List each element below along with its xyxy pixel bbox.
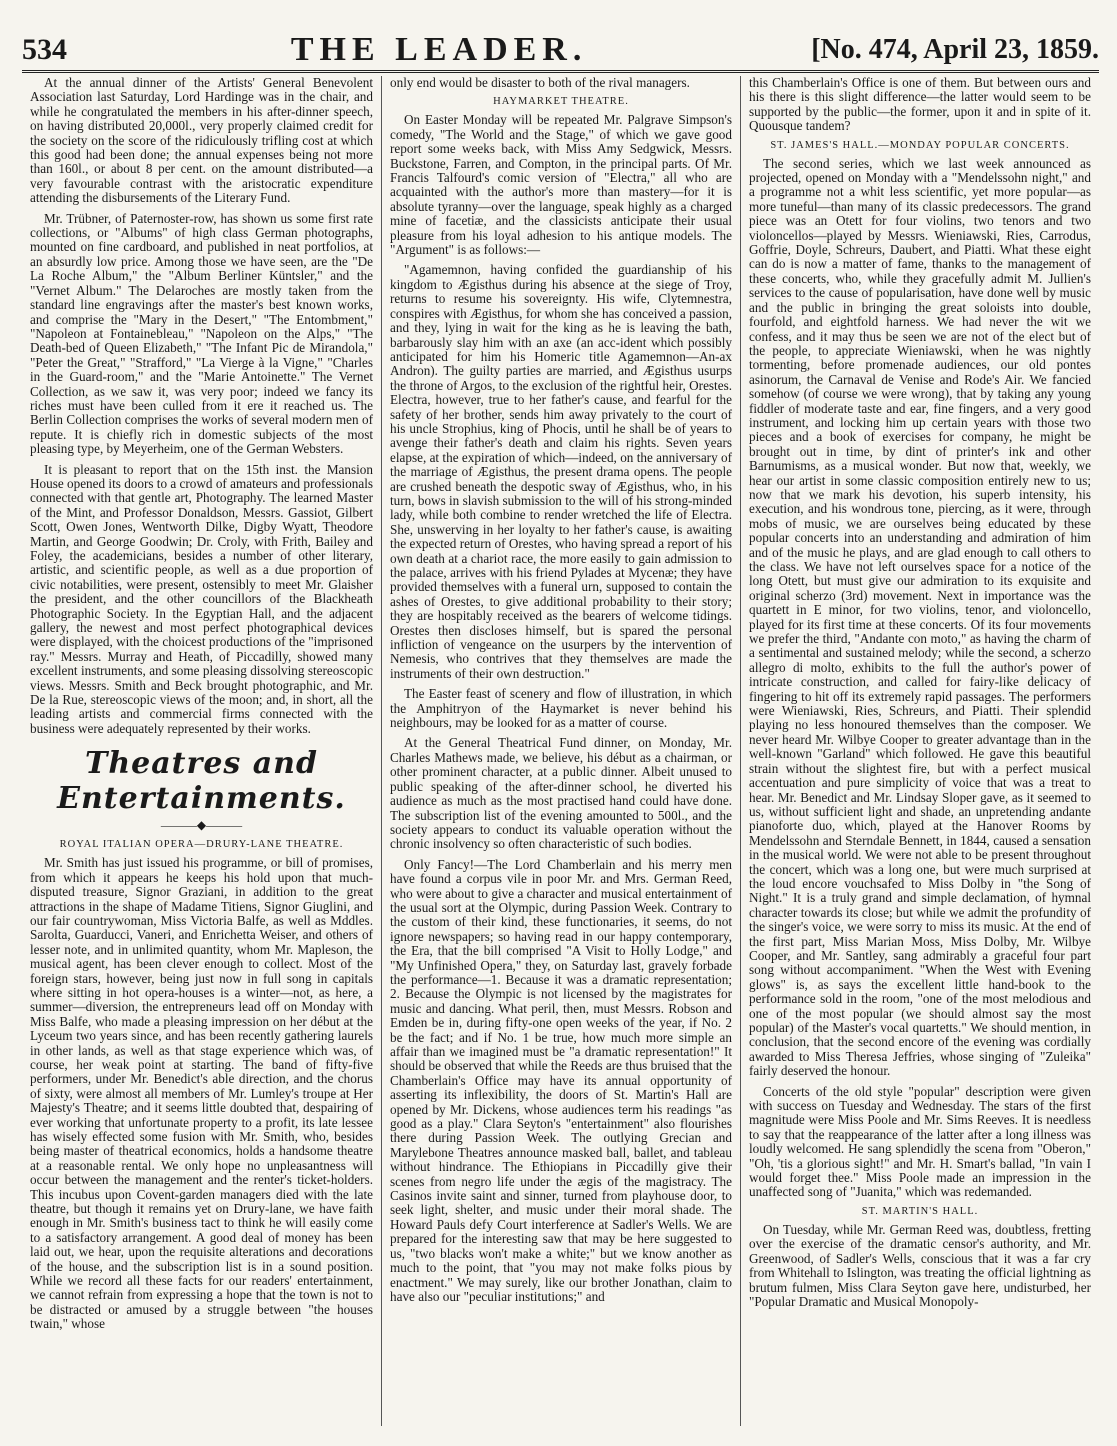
subhead-st-martins-hall: ST. MARTIN'S HALL. — [861, 1205, 979, 1217]
column-3 — [740, 76, 1099, 1426]
photographic-society-paragraph: It is pleasant to report that on the 15th inst. the Mansion House opened its doors to a crowd of amateurs and professionals connected with that gentle art, Photography. The learned Master of the Mint, and Professor Donaldson, Messrs. Gassiot, Gilbert Scott, Owen Jones, Wentworth Dilke, Digby Wyatt, Theodore Martin, and George Goodwin; Dr. Croly, with Frith, Bailey and Foley, the academicians, besides a number of other literary, artistic, and scientific people, as well as a due proportion of civic notabilities, were present, ostensibly to meet Mr. Glaisher the president, and the other councillors of the Blackheath Photographic Society. In the Egyptian Hall, and the adjacent gallery, the newest and most perfect photographical devices were displayed, with the choicest productions of the "imprisoned ray." Messrs. Murray and Heath, of Piccadilly, showed many excellent instruments, and some pleasing dissolving stereoscopic views. Messrs. Smith and Beck brought photographic, and Mr. De la Rue, stereoscopic views of the moon; and, in short, all the leading artists and commercial firms connected with the business were adequately represented by their works. — [30, 461, 373, 736]
masthead — [22, 30, 1099, 73]
chamberlain-paragraph: this Chamberlain's Office is one of them. But between ours and his there is this slight difference—the latter would seem to be supported by the public—the former, upon it and in spite of it. Quousque tandem? — [749, 76, 1091, 134]
subhead-royal-italian-opera: ROYAL ITALIAN OPERA—DRURY-LANE THEATRE. — [59, 839, 344, 851]
page-number: 534 — [22, 33, 67, 66]
column-1 — [22, 76, 381, 1426]
section-heading: Theatres and Entertainments. — [57, 746, 346, 817]
column-2 — [381, 76, 740, 1426]
haymarket-paragraph: On Easter Monday will be repeated Mr. Palgrave Simpson's comedy, "The World and the Stage," of which we gave good report some weeks back, with Miss Amy Sedgwick, Messrs. Buckstone, Farren, and Compton, in the principal parts. Of Mr. Francis Talfourd's comic version of "Electra," all who are acquainted with the author's more than mastery—for it is absolute tyranny—over the language, speak highly as a charged mine of facetiæ, and the classicists anticipate their usual pleasure from his loyal adhesion to his antique models. The "Argument" is as follows:— — [390, 112, 732, 258]
old-style-concerts-paragraph: Concerts of the old style "popular" description were given with success on Tuesday and Wednesday. The stars of the first magnitude were Miss Poole and Mr. Sims Reeves. It is needless to say that the reappearance of the latter after a long illness was loudly welcomed. He sang splendidly the scena from "Oberon," "Oh, 'tis a glorious sight!" and Mr. H. Smart's ballad, "In vain I would forget thee." Miss Poole made an impression in the unaffected song of "Juanita," which was redemanded. — [749, 1083, 1091, 1200]
subhead-st-jamess-hall: ST. JAMES'S HALL.—MONDAY POPULAR CONCERTS. — [770, 139, 1070, 151]
opera-paragraph: Mr. Smith has just issued his programme, or bill of promises, from which it appears he keeps his hold upon that much-disputed treasure, Signor Graziani, in addition to the great attractions in the shape of Madame Titiens, Signor Giuglini, and our fair countrywoman, Miss Victoria Balfe, as well as Mddles. Sarolta, Guarducci, Vaneri, and Enrichetta Weiser, and others of lesser note, and in unlimited quantity, whom Mr. Mapleson, the musical agent, has been clever enough to collect. Most of the foreign stars, however, being just now in full song in capitals where sitting in hot opera-houses is a winter—not, as here, a summer—diversion, the entrepreneurs lead off on Monday with Miss Balfe, who made a pleasing impression on her début at the Lyceum two years since, and has been recently gathering laurels in other lands, as well as that stage experience which was, of course, her weak point at starting. The band of fifty-five performers, under Mr. Benedict's able direction, and the chorus of sixty, were almost all members of Mr. Lumley's troupe at Her Majesty's Theatre; and it seems little doubted that, despairing of ever working that unfortunate property to a profit, its late lessee has wisely effected some fusion with Mr. Smith, who, besides being master of theatrical economics, holds a handsome theatre at a reasonable rental. We only hope no unpleasantness will occur between the management and the renter's ticket-holders. This incubus upon Covent-garden managers died with the late theatre, but though it remains yet on Drury-lane, we have faith enough in Mr. Smith's business tact to think he will easily come to a satisfactory arrangement. A good deal of money has been laid out, we hear, upon the requisite alterations and decorations of the house, and the subscription list is in a sound position. While we record all these facts for our readers' entertainment, we cannot refrain from expressing a hope that the town is not to be distracted or amused by a struggle between "the houses twain," whose — [30, 855, 373, 1332]
artists-association-paragraph: At the annual dinner of the Artists' General Benevolent Association last Saturday, Lord Hardinge was in the chair, and while he congratulated the members in his after-dinner speech, on having distributed 20,000l., very properly claimed credit for the society on the score of the ridiculously trifling cost at which this good had been done; the annual expenses being not more than 160l., or about 8 per cent. on the amount distributed—a very favourable contrast with the aristocratic expenditure attending the disbursements of the Literary Fund. — [30, 76, 373, 206]
subhead-haymarket: HAYMARKET THEATRE. — [493, 96, 629, 108]
argument-paragraph: "Agamemnon, having confided the guardianship of his kingdom to Ægisthus during his absence at the siege of Troy, returns to resume his sovereignty. His wife, Clytemnestra, conspires with Ægisthus, for whom she has conceived a passion, and they, lying in wait for the king as he is leaving the bath, barbarously slay him with an axe (an acc-ident which possibly anticipated for him his Homeric title Agamemnon—An-ax Andron). The guilty parties are married, and Ægisthus usurps the throne of Argos, to the exclusion of the rightful heir, Orestes. Electra, however, true to her father's cause, and fearful for the safety of her brother, sends him away privately to the court of his uncle Strophius, king of Phocis, until he shall be of years to avenge their father's death and claim his rights. Seven years elapse, at the expiration of which—indeed, on the anniversary of the marriage of Ægisthus, the present drama opens. The people are crushed beneath the despotic sway of Ægisthus, who, in his turn, bows in slavish submission to the will of his strong-minded lady, while both combine to render wretched the life of Electra. She, unswerving in her loyalty to her father's cause, is awaiting the expected return of Orestes, who having spread a report of his own death at a chariot race, the more easily to gain admission to the palace, arrives with his friend Pylades at Mycenæ; they have provided themselves with a funeral urn, supposed to contain the ashes of Orestes, to give additional probability to their story; they are hospitably received as the bearers of welcome tidings. Orestes then discloses himself, but is spared the personal infliction of vengeance on the usurpers by the intervention of Nemesis, who contrives that they themselves are made the instruments of their own destruction." — [390, 262, 732, 681]
st-martins-paragraph: On Tuesday, while Mr. German Reed was, doubtless, fretting over the exercise of the dramatic censor's authority, and Mr. Greenwood, of Sadler's Wells, conscious that it was a far cry from Whitehall to Islington, was treating the official lightning as brutum fulmen, Miss Clara Seyton gave here, undisturbed, her "Popular Dramatic and Musical Monopoly- — [749, 1221, 1091, 1309]
ornament-divider: ———◆——— — [160, 818, 243, 833]
theatrical-fund-paragraph: At the General Theatrical Fund dinner, on Monday, Mr. Charles Mathews made, we believe, his début as a chairman, or other prominent character, at a public dinner. Albeit unused to public speaking of the after-dinner school, he diverted his audience as much as the most practised hand could have done. The subscription list of the evening amounted to 500l., and the society appears to conduct its valuable operation without the chronic insolvency so often characteristic of such bodies. — [390, 735, 732, 852]
article-columns — [22, 76, 1099, 1426]
issue-date: [No. 474, April 23, 1859. — [811, 34, 1099, 65]
popular-concerts-paragraph: The second series, which we last week announced as projected, opened on Monday with a "Mendelssohn night," and a programme not a whit less scientific, yet more popular—as more tuneful—than many of its classic predecessors. The grand piece was an Otett for four violins, two tenors and two violoncellos—played by Messrs. Wieniawski, Ries, Carrodus, Goffrie, Doyle, Schreurs, Daubert, and Piatti. What these eight can do is now a matter of fame, thanks to the management of these concerts, who, while they gracefully admit M. Jullien's services to the cause of popularisation, have done well by music and the public in bringing the great soloists into double, fourfold, and eightfold harness. We had never the wit we confess, and it may thus be seen we are not of the elect but of the people, to appreciate Wieniawski, when he was nightly tormenting, before promenade audiences, our old pontes asinorum, the Carnaval de Venise and Rode's Air. We fancied somehow (of course we were wrong), that by taking any young fiddler of moderate taste and ear, fine fingers, and a very good instrument, and locking him up certain years with those two pieces and a book of exercises for company, he might be brought out in time, by dint of printer's ink and other Barnumisms, as a musical wonder. But now that, weekly, we hear our artist in some classic composition entirely new to us; now that we mark his devotion, his superb intensity, his execution, and his wondrous tone, piercing, as it were, through mobs of music, we are ourselves being educated by these popular concerts into an understanding and admiration of him and of the music he plays, and are glad enough to call others to the class. We have not left ourselves space for a notice of the long Otett, but must give our admiration to its exquisite and original scherzo (3rd) movement. Next in importance was the quartett in E minor, for two violins, tenor, and violoncello, played for its first time at these concerts. Of its four movements we prefer the third, "Andante con moto," as having the charm of a sentimental and sustained melody; while the second, a scherzo allegro di molto, exhibits to the full the author's power of intricate construction, and called for fairy-like delicacy of fingering to hit off its extremely rapid passages. The performers were Wieniawski, Ries, Schreurs, and Piatti. Their splendid playing no less honoured themselves than the composer. We never heard Mr. Wilbye Cooper to greater advantage than in the well-known "Garland" which followed. He gave this beautiful strain without the slightest fire, but with a perfect musical accentuation and pure simplicity of voice that was a treat to hear. Mr. Benedict and Mr. Lindsay Sloper gave, as it seemed to us, without sufficient light and shade, an unpretending andante pianoforte duo, which, played at the Hanover Rooms by Mendelssohn and Sterndale Bennett, in 1844, caused a sensation in the musical world. We were not able to be present throughout the concert, which was a long one, but were much surprised at the loud encore vouchsafed to Miss Dolby in "the Song of Night." It is a truly grand and simple declamation, of hymnal character towards its close; but while we admit the profundity of the singer's voice, we were sorry to miss its music. At the end of the first part, Miss Marian Moss, Miss Dolby, Mr. Wilbye Cooper, and Mr. Santley, sang admirably a graceful four part song without accompaniment. "When the West with Evening glows" is, as says the excellent little hand-book to the performance sold in the room, "one of the most melodious and one of the most popular (we should almost say the most popular) of the Master's vocal quartetts." We should mention, in conclusion, that the second encore of the evening was cordially awarded to Miss Theresa Jeffries, whose singing of "Zuleika" fairly deserved the honour. — [749, 155, 1091, 1079]
only-fancy-paragraph: Only Fancy!—The Lord Chamberlain and his merry men have found a corpus vile in poor Mr. and Mrs. German Reed, who were about to give a character and musical entertainment of the usual sort at the Olympic, during Passion Week. Contrary to the custom of their kind, these functionaries, it seems, do not ignore newspapers; so having read in our happy contemporary, the Era, that the bill comprised "A Visit to Holly Lodge," and "My Unfinished Opera," they, on Saturday last, gravely forbade the performance—1. Because it was a dramatic representation; 2. Because the Olympic is not licensed by the magistrates for music and dancing. What peril, then, must Messrs. Robson and Emden be in, during fifty-one open weeks of the year, if No. 2 be the fact; and if No. 1 be true, how much more simple an affair than we imagined must be "a dramatic representation!" It should be observed that while the Reeds are thus bruised that the Chamberlain's Office may have its annual opportunity of asserting its inflexibility, the doors of St. Martin's Hall are opened by Mr. Dickens, whose audiences term his readings "as good as a play." Clara Seyton's "entertainment" also flourishes there during Passion Week. The outlying Grecian and Marylebone Theatres announce masked ball, ballet, and tableau without hindrance. The Ethiopians in Piccadilly give their scenes from negro life under the ægis of the magistracy. The Casinos invite saint and sinner, turned from playhouse door, to seek light, shelter, and music under their moral shade. The Howard Pauls defy Court interference at Sadler's Wells. We are prepared for the interesting saw that may be here suggested to us, "two blacks won't make a white;" but we know another as much to the point, that "you may not make folks pious by enactment." We may surely, like our brother Jonathan, claim to have also our "peculiar institutions;" and — [390, 856, 732, 1304]
trubner-albums-paragraph: Mr. Trübner, of Paternoster-row, has shown us some first rate collections, or "Albums" of high class German photographs, mounted on fine cardboard, and published in neat portfolios, at an absurdly low price. Among those we have seen, are the "De La Roche Album," the "Album Berliner Küntsler," and the "Vernet Album." The Delaroches are mostly taken from the standard line engravings after the master's best known works, and comprise the "Mary in the Desert," "The Entombment," "Napoleon at Fontainebleau," "Napoleon on the Alps," "The Death-bed of Queen Elizabeth," "The Infant Pic de Mirandola," "Peter the Great," "Strafford," "La Vierge à la Vigne," "Charles in the Guard-room," and the "Marie Antoinette." The Vernet Collection, as we saw it, was very poor; indeed we fancy its riches must have been culled from it ere it reached us. The Berlin Collection comprises the works of several modern men of repute. It is chiefly rich in domestic subjects of the most pleasing type, by Meyerheim, one of the German Websters. — [30, 210, 373, 457]
paper-title: THE LEADER. — [290, 31, 588, 68]
easter-feast-paragraph: The Easter feast of scenery and flow of illustration, in which the Amphitryon of the Haymarket is never behind his neighbours, may be looked for as a matter of course. — [390, 686, 732, 731]
rival-managers-paragraph: only end would be disaster to both of the rival managers. — [390, 76, 690, 90]
